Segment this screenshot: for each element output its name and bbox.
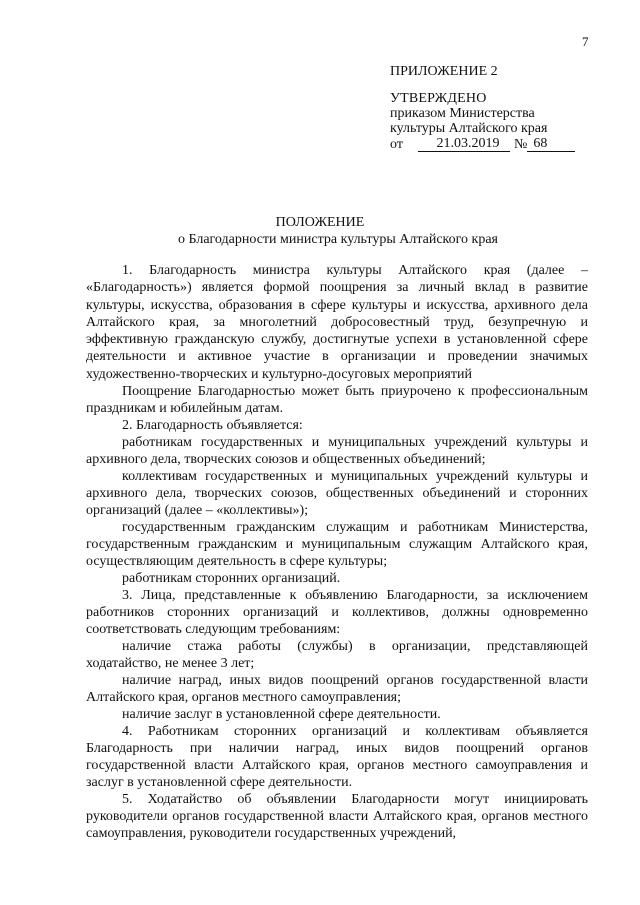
order-number: 68: [527, 136, 575, 152]
order-line-1: приказом Министерства: [390, 106, 535, 121]
order-line-2: культуры Алтайского края: [390, 121, 548, 136]
paragraph: Поощрение Благодарностью может быть приурочено к профессиональным праздникам и юбилейным датам.: [86, 384, 588, 417]
page-number: 7: [582, 34, 589, 49]
paragraph: 3. Лица, представленные к объявлению Благодарности, за исключением работников сторонних организаций и коллективов, должны одновременно соответствовать следующим требованиям:: [86, 588, 588, 638]
approved-label: УТВЕРЖДЕНО: [390, 91, 487, 106]
paragraph: 5. Ходатайство об объявлении Благодарности могут инициировать руководители органов государственной власти Алтайского края, органов местного самоуправления, руководители государственных учреждений,: [86, 792, 588, 842]
paragraph: 2. Благодарность объявляется:: [122, 418, 303, 434]
number-label: №: [514, 137, 528, 152]
document-body: [86, 262, 588, 842]
order-date: 21.03.2019: [418, 136, 510, 152]
title-line-1: ПОЛОЖЕНИЕ: [275, 215, 365, 230]
from-label: от: [390, 137, 403, 152]
paragraph: наличие наград, иных видов поощрений органов государственной власти Алтайского края, органов местного самоуправления;: [86, 673, 588, 706]
paragraph: работникам государственных и муниципальных учреждений культуры и архивного дела, творческих союзов и общественных объединений;: [86, 435, 588, 468]
paragraph: наличие заслуг в установленной сфере деятельности.: [122, 707, 441, 723]
paragraph: 4. Работникам сторонних организаций и коллективам объявляется Благодарность при наличии наград, иных видов поощрений органов государственной власти Алтайского края, органов местного самоуправления и заслуг в установленной сфере деятельности.: [86, 724, 588, 791]
order-date-number-line: [390, 136, 610, 152]
document-title: [0, 214, 640, 248]
title-line-2: о Благодарности министра культуры Алтайского края: [177, 232, 498, 247]
approval-header: [390, 64, 610, 152]
paragraph: государственным гражданским служащим и работникам Министерства, государственным гражданским и муниципальным служащим Алтайского края, осуществляющим деятельность в сфере культуры;: [86, 520, 588, 570]
paragraph: 1. Благодарность министра культуры Алтайского края (далее – «Благодарность») является формой поощрения за личный вклад в развитие культуры, искусства, образования в сфере культуры и искусства, архивного дела Алтайского края, за многолетний добросовестный труд, безупречную и эффективную гражданскую службу, достигнутые успехи в установленной сфере деятельности и активное участие в организации и проведении значимых художественно-творческих и культурно-досуговых мероприятий: [86, 263, 588, 382]
paragraph: коллективам государственных и муниципальных учреждений культуры и архивного дела, творческих союзов, общественных объединений и сторонних организаций (далее – «коллективы»);: [86, 469, 588, 519]
paragraph: работникам сторонних организаций.: [122, 571, 341, 587]
appendix-label: ПРИЛОЖЕНИЕ 2: [390, 64, 498, 79]
paragraph: наличие стажа работы (службы) в организации, представляющей ходатайство, не менее 3 лет;: [86, 639, 588, 672]
